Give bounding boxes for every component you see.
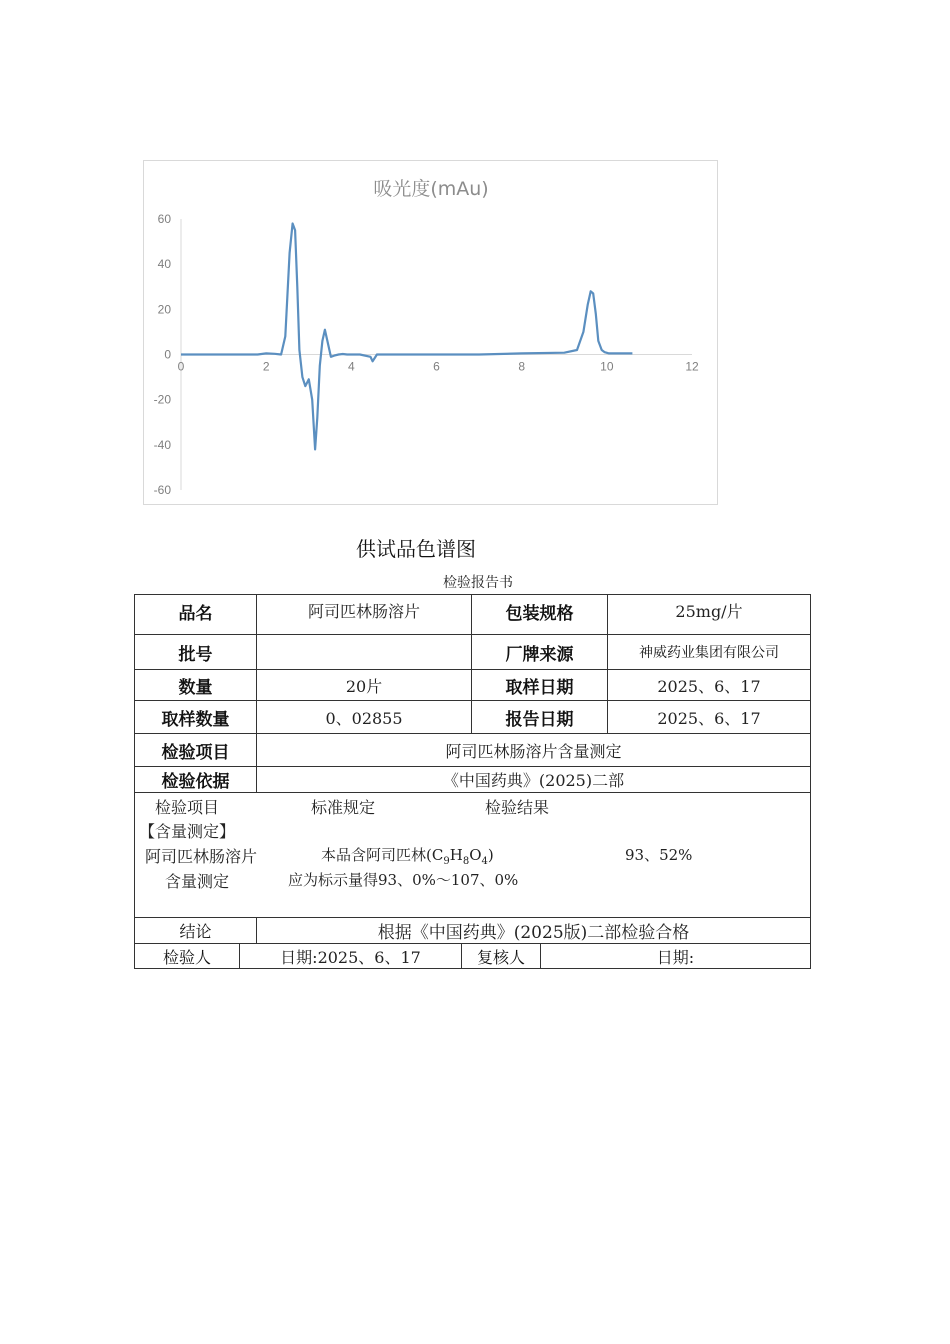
report-date-value: 2025、6、17: [657, 708, 761, 728]
quantity-label: 数量: [135, 670, 257, 700]
report-table: [134, 594, 811, 969]
basis-label: 检验依据: [135, 767, 257, 792]
x-tick-label: 10: [600, 359, 614, 374]
x-tick-label: 8: [518, 359, 526, 374]
standard-line1: 本品含阿司匹林$(C_9H_8O_4)$: [321, 846, 494, 867]
table-row: [135, 944, 810, 968]
product-name-value: 阿司匹林肠溶片: [257, 595, 472, 634]
y-tick-label: 40: [157, 257, 171, 272]
col-standard-header: 标准规定: [311, 798, 376, 817]
chromatogram-chart: [143, 160, 718, 505]
table-row: [135, 635, 810, 670]
product-name-label: 品名: [135, 595, 257, 634]
chart-svg: [144, 161, 719, 506]
y-tick-label: -60: [153, 483, 171, 497]
chart-caption: 供试品色谱图: [356, 537, 476, 561]
sample-qty-value: 0、02855: [257, 701, 472, 733]
package-spec-value: 25mg/片: [675, 602, 743, 621]
x-tick-label: 12: [685, 359, 699, 374]
test-item-label: 检验项目: [135, 734, 257, 766]
quantity-value: 20片: [257, 670, 472, 700]
detail-item-line2: 含量测定: [165, 872, 230, 891]
basis-value: 《中国药典》(2025)二部: [442, 771, 625, 790]
table-row: [135, 918, 810, 944]
manufacturer-label: 厂牌来源: [472, 635, 608, 669]
table-row: [135, 670, 810, 701]
y-tick-label: 0: [164, 347, 171, 362]
inspector-label: 检验人: [135, 944, 240, 968]
chart-series-line: [181, 224, 632, 450]
result-value: 93、52%: [625, 846, 693, 864]
x-tick-label: 6: [433, 359, 440, 374]
table-row: [135, 734, 810, 767]
batch-label: 批号: [135, 635, 257, 669]
x-tick-label: 2: [262, 359, 270, 374]
conclusion-label: 结论: [135, 918, 257, 943]
inspector-date: 日期:2025、6、17: [240, 944, 462, 968]
report-title: 检验报告书: [443, 575, 513, 591]
x-tick-label: 0: [177, 359, 185, 374]
standard-line2: 应为标示量得93、0%～107、0%: [288, 871, 519, 889]
sampling-date-label: 取样日期: [472, 670, 608, 700]
test-item-value: 阿司匹林肠溶片含量测定: [445, 741, 622, 761]
table-row: [135, 595, 810, 635]
chart-title: 吸光度(mAu): [373, 178, 489, 200]
col-item-header: 检验项目: [155, 798, 220, 817]
sample-qty-label: 取样数量: [135, 701, 257, 733]
detail-block: [135, 793, 810, 918]
y-tick-label: 20: [157, 302, 171, 317]
package-spec-label: 包装规格: [472, 595, 608, 634]
y-tick-label: -20: [153, 392, 171, 407]
conclusion-value: 根据《中国药典》(2025版)二部检验合格: [377, 923, 690, 943]
section-heading: 【含量测定】: [139, 822, 236, 841]
batch-value: [257, 635, 472, 669]
x-tick-label: 4: [347, 359, 355, 374]
table-row: [135, 767, 810, 793]
report-date-label: 报告日期: [472, 701, 608, 733]
y-tick-label: -40: [153, 437, 171, 452]
reviewer-label: 复核人: [462, 944, 541, 968]
y-tick-label: 60: [157, 212, 171, 226]
detail-item-line1: 阿司匹林肠溶片: [145, 847, 258, 866]
sampling-date-value: 2025、6、17: [657, 676, 761, 696]
reviewer-date: 日期:: [656, 947, 695, 967]
table-row: [135, 701, 810, 734]
manufacturer-value: 神威药业集团有限公司: [639, 645, 779, 661]
col-result-header: 检验结果: [485, 798, 550, 817]
